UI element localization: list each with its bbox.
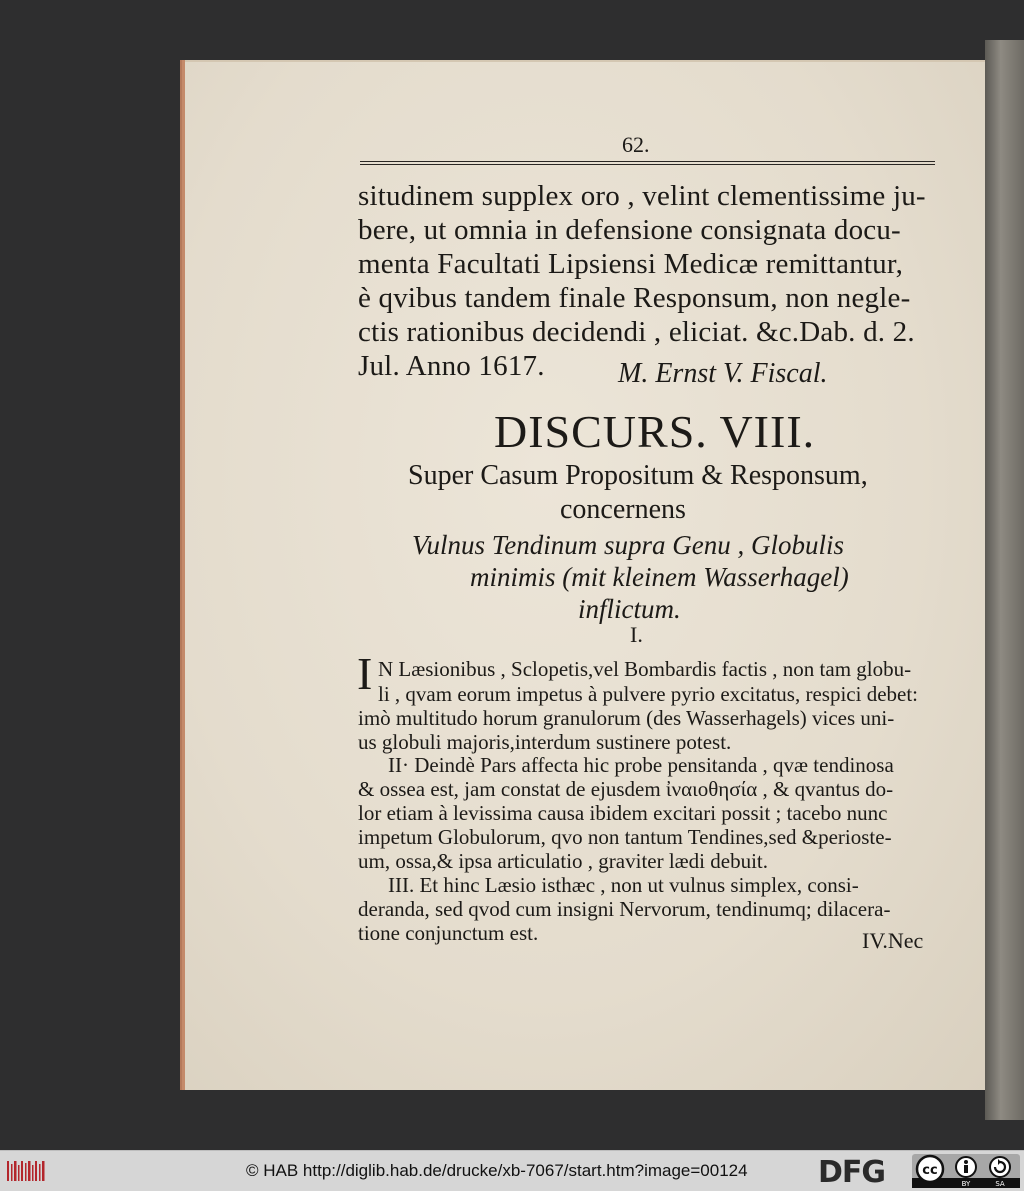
para-line-4: us globuli majoris,interdum sustinere potest. [358,730,732,754]
license-label-sa: SA [995,1180,1005,1188]
subheading-line-1: Super Casum Propositum & Responsum, [408,460,868,491]
by-icon [956,1157,976,1177]
para-line-12: tione conjunctum est. [358,921,539,945]
barcode-icon [6,1159,46,1183]
footer-bar [0,1150,1024,1191]
para-line-9: um, ossa,& ipsa articulatio , graviter lædi debuit. [358,849,769,873]
page-number: 62. [622,132,650,157]
drop-cap: I [357,648,373,699]
para-line-10: III. Et hinc Læsio isthæc , non ut vulnus simplex, consi- [388,873,859,897]
subheading-line-2: concernens [560,494,686,525]
sa-icon [990,1157,1010,1177]
para-line-2: li , qvam eorum impetus à pulvere pyrio excitatus, respici debet: [378,682,919,706]
para-line-5: II· Deindè Pars affecta hic probe pensitanda , qvæ tendinosa [388,753,894,777]
italic-line-3: inflictum. [578,594,681,624]
svg-text:cc: cc [922,1163,938,1178]
italic-line-2: minimis (mit kleinem Wasserhagel) [470,562,849,592]
adjacent-page-edge [985,40,1024,1120]
para-line-7: lor etiam à levissima causa ibidem excitari possit ; tacebo nunc [358,801,888,825]
section-number: I. [630,622,643,647]
body-line-2: bere, ut omnia in defensione consignata docu- [358,214,901,246]
catchword: IV.Nec [862,928,924,953]
para-line-1: N Læsionibus , Sclopetis,vel Bombardis factis , non tam globu- [378,657,912,681]
body-line-4: è qvibus tandem finale Responsum, non negle- [358,282,911,314]
para-line-3: imò multitudo horum granulorum (des Wasserhagels) vices uni- [358,706,895,730]
body-line-3: menta Facultati Lipsiensi Medicæ remittantur, [358,248,904,280]
italic-line-1: Vulnus Tendinum supra Genu , Globulis [412,530,845,560]
body-line-1: situdinem supplex oro , velint clementissime ju- [358,180,926,212]
body-line-5: ctis rationibus decidendi , eliciat. &c.Dab. d. 2. [358,316,915,348]
para-line-8: impetum Globulorum, qvo non tantum Tendines,sed &perioste- [358,825,892,849]
cc-icon [917,1156,943,1182]
license-label-by: BY [961,1180,971,1188]
signature: M. Ernst V. Fiscal. [618,358,828,389]
source-url[interactable]: © HAB http://diglib.hab.de/drucke/xb-7067/start.htm?image=00124 [246,1161,748,1180]
header-rule [360,161,935,165]
dfg-logo: DFG [818,1155,886,1190]
section-heading: DISCURS. VIII. [494,406,816,457]
body-line-6: Jul. Anno 1617. [358,350,545,382]
para-line-11: deranda, sed qvod cum insigni Nervorum, tendinumq; dilacera- [358,897,891,921]
license-icons [912,1154,1020,1188]
para-line-6: & ossea est, jam constat de ejusdem ἰναιοθησία , & qvantus do- [358,777,894,801]
